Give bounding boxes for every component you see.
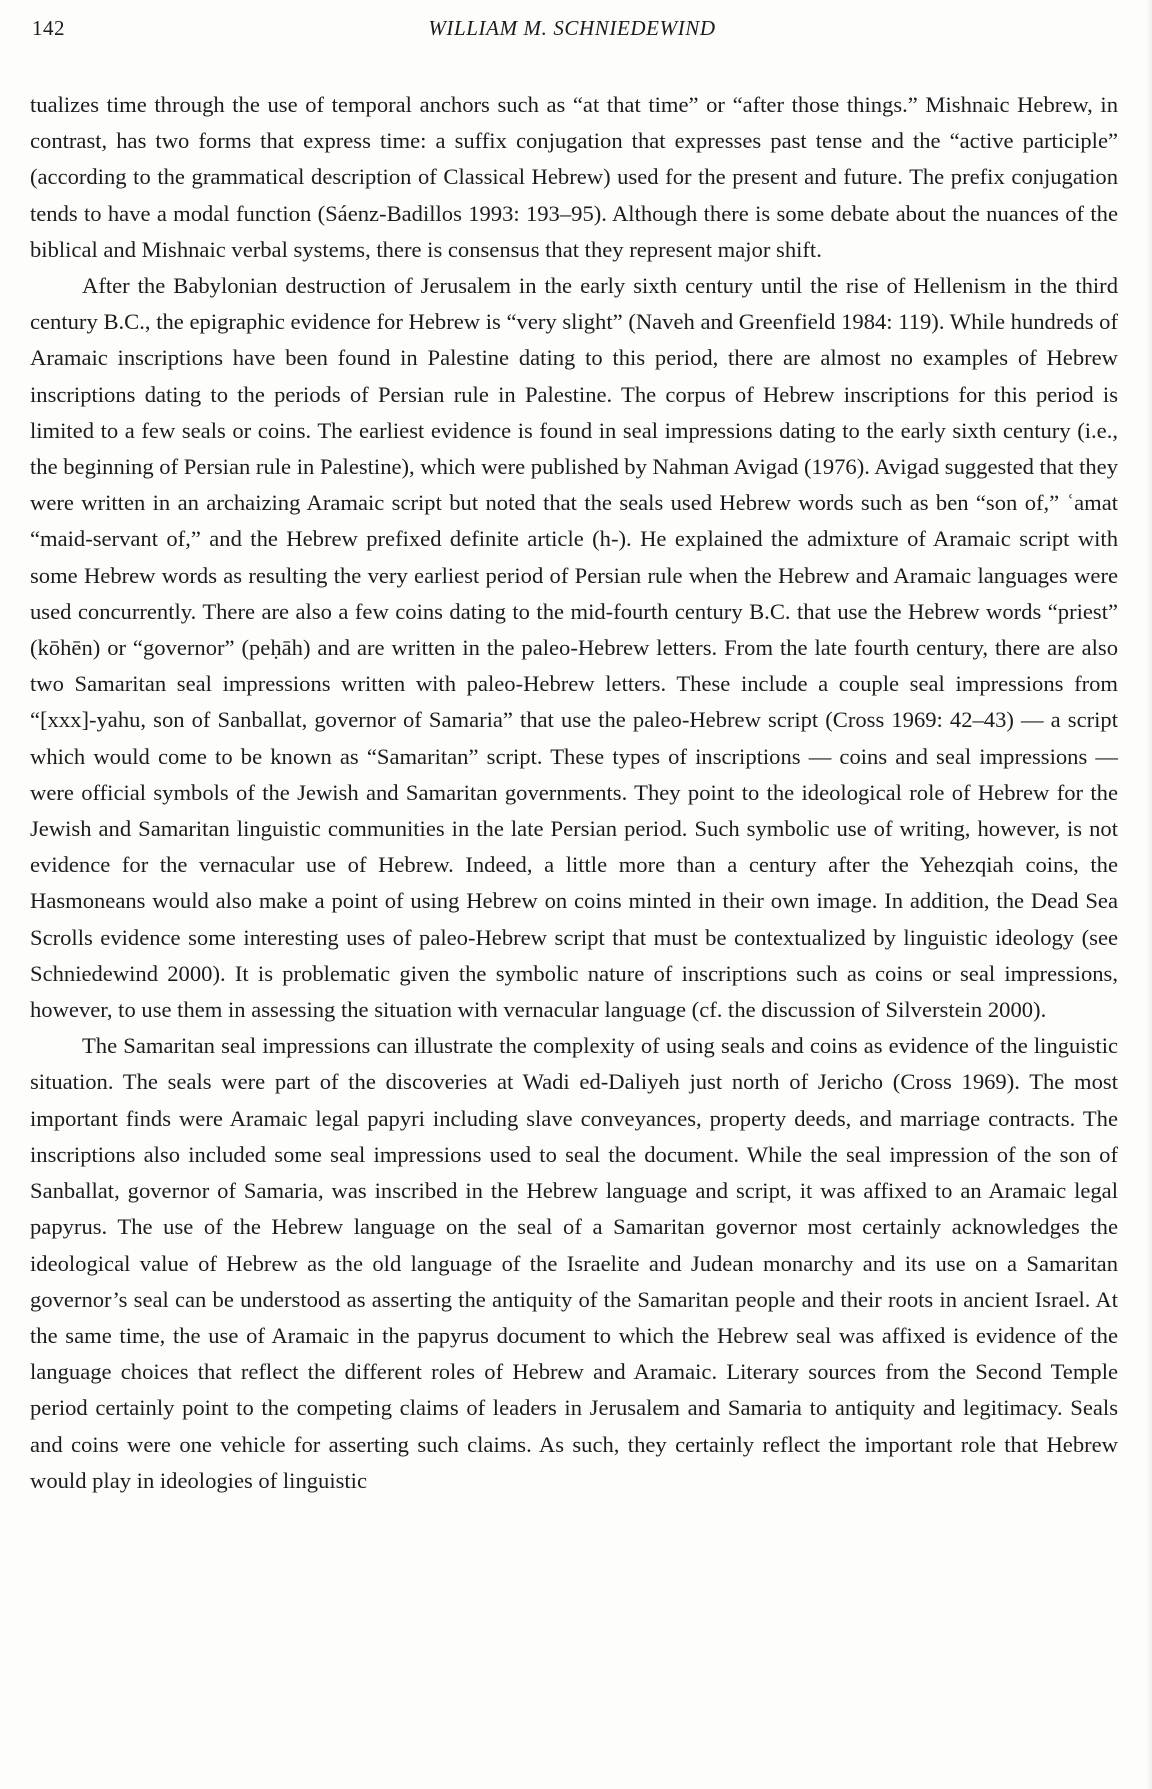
paragraph-epigraphic-evidence: After the Babylonian destruction of Jerusalem in the early sixth century until the rise of Hellenism in the third century B.C., the epigraphic evidence for Hebrew is “very slight” (Naveh and Greenfield 1984: 119). While hundreds of Aramaic inscriptions have been found in Palestine dating to this period, there are almost no examples of Hebrew inscriptions dating to the periods of Persian rule in Palestine. The corpus of Hebrew inscriptions for this period is limited to a few seals or coins. The earliest evidence is found in seal impressions dating to the early sixth century (i.e., the beginning of Persian rule in Palestine), which were published by Nahman Avigad (1976). Avigad suggested that they were written in an archaizing Aramaic script but noted that the seals used Hebrew words such as ben “son of,” ʿamat “maid-servant of,” and the Hebrew prefixed definite article (h-). He explained the admixture of Aramaic script with some Hebrew words as resulting the very earliest period of Persian rule when the Hebrew and Aramaic languages were used concurrently. There are also a few coins dating to the mid-fourth century B.C. that use the Hebrew words “priest” (kōhēn) or “governor” (peḥāh) and are written in the paleo-Hebrew letters. From the late fourth century, there are also two Samaritan seal impressions written with paleo-Hebrew letters. These include a couple seal impressions from “[xxx]-yahu, son of Sanballat, governor of Samaria” that use the paleo-Hebrew script (Cross 1969: 42–43) — a script which would come to be known as “Samaritan” script. These types of inscriptions — coins and seal impressions — were official symbols of the Jewish and Samaritan governments. They point to the ideological role of Hebrew for the Jewish and Samaritan linguistic communities in the late Persian period. Such symbolic use of writing, however, is not evidence for the vernacular use of Hebrew. Indeed, a little more than a century after the Yehezqiah coins, the Hasmoneans would also make a point of using Hebrew on coins minted in their own image. In addition, the Dead Sea Scrolls evidence some interesting uses of paleo-Hebrew script that must be contextualized by linguistic ideology (see Schniedewind 2000). It is problematic given the symbolic nature of inscriptions such as coins or seal impressions, however, to use them in assessing the situation with vernacular language (cf. the discussion of Silverstein 2000).: [30, 273, 1118, 1023]
page-number: 142: [32, 16, 65, 40]
scan-shadow: [1146, 0, 1152, 1789]
paragraph-continuation: tualizes time through the use of temporal anchors such as “at that time” or “after those things.” Mishnaic Hebrew, in contrast, has two forms that express time: a suffix conjugation that expresses past tense and the “active participle” (according to the grammatical description of Classical Hebrew) used for the present and future. The prefix conjugation tends to have a modal function (Sáenz-Badillos 1993: 193–95). Although there is some debate about the nuances of the biblical and Mishnaic verbal systems, there is consensus that they represent major shift.: [30, 92, 1118, 262]
running-head: [32, 16, 1112, 48]
body-text: [30, 87, 1118, 1499]
running-title: WILLIAM M. SCHNIEDEWIND: [428, 16, 716, 40]
paragraph-samaritan-seals: The Samaritan seal impressions can illustrate the complexity of using seals and coins as evidence of the linguistic situation. The seals were part of the discoveries at Wadi ed-Daliyeh just north of Jericho (Cross 1969). The most important finds were Aramaic legal papyri including slave conveyances, property deeds, and marriage contracts. The inscriptions also included some seal impressions used to seal the document. While the seal impression of the son of Sanballat, governor of Samaria, was inscribed in the Hebrew language and script, it was affixed to an Aramaic legal papyrus. The use of the Hebrew language on the seal of a Samaritan governor most certainly acknowledges the ideological value of Hebrew as the old language of the Israelite and Judean monarchy and its use on a Samaritan governor’s seal can be understood as asserting the antiquity of the Samaritan people and their roots in ancient Israel. At the same time, the use of Aramaic in the papyrus document to which the Hebrew seal was affixed is evidence of the language choices that reflect the different roles of Hebrew and Aramaic. Literary sources from the Second Temple period certainly point to the competing claims of leaders in Jerusalem and Samaria to antiquity and legitimacy. Seals and coins were one vehicle for asserting such claims. As such, they certainly reflect the important role that Hebrew would play in ideologies of linguistic: [30, 1033, 1118, 1493]
